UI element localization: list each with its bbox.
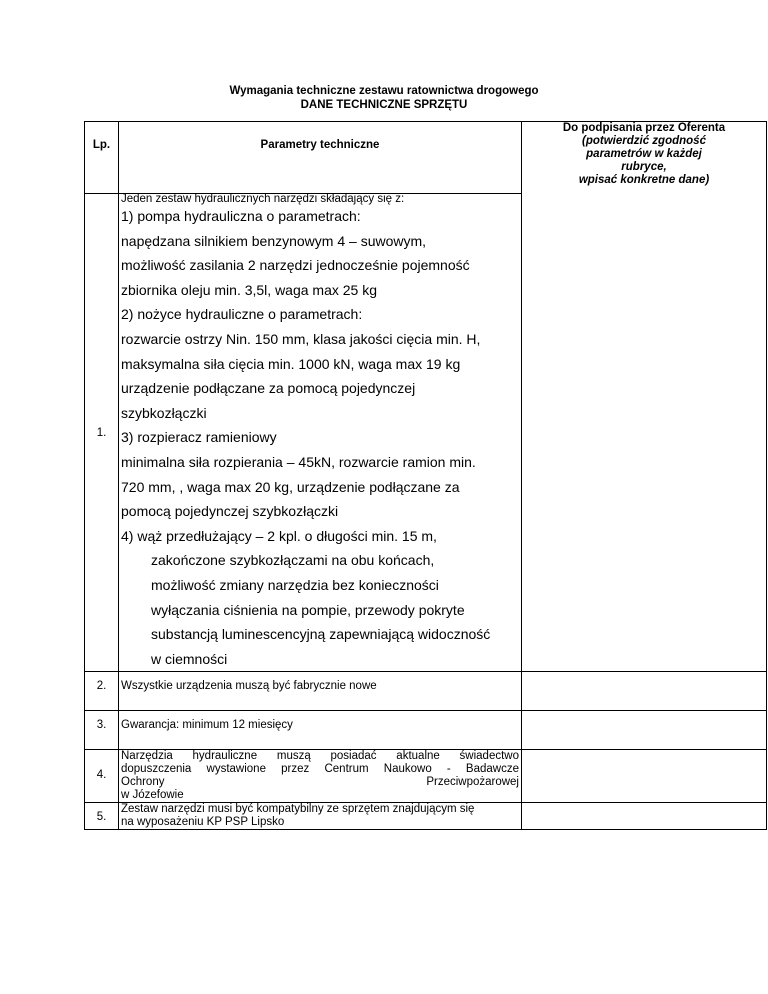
- list-item: napędzana silnikiem benzynowym 4 – suwowym,: [121, 232, 427, 249]
- header-sign: [522, 122, 767, 672]
- row-number-1: 1.: [85, 194, 119, 672]
- row1-content: [119, 194, 522, 672]
- row1-list: [119, 204, 521, 671]
- list-item: 3) rozpieracz ramieniowy: [121, 429, 277, 446]
- document-title-line1: Wymagania techniczne zestawu ratownictwa drogowego: [229, 85, 539, 97]
- header-row: [85, 122, 767, 194]
- row5-line1: Zestaw narzędzi musi być kompatybilny ze sprzętem znajdującym się: [121, 803, 475, 816]
- list-item: urządzenie podłączane za pomocą pojedynczej: [121, 380, 416, 397]
- row2-sign-cell: [522, 672, 767, 711]
- list-item: 2) nożyce hydrauliczne o parametrach:: [121, 306, 363, 323]
- row-number-3: 3.: [85, 711, 119, 750]
- list-item: możliwość zasilania 2 narzędzi jednocześnie pojemność: [121, 257, 470, 274]
- list-item: 720 mm, , waga max 20 kg, urządzenie podłączane za: [121, 478, 460, 495]
- list-item: pomocą pojedynczej szybkozłączki: [121, 503, 339, 520]
- table-row-3: [85, 711, 767, 750]
- list-item: zbiornika oleju min. 3,5l, waga max 25 kg: [121, 281, 378, 298]
- table-row-4: [85, 750, 767, 803]
- document-title: [0, 84, 768, 112]
- document-title-line2: DANE TECHNICZNE SPRZĘTU: [300, 99, 468, 111]
- list-item: substancją luminescencyjną zapewniającą widoczność: [151, 626, 491, 643]
- list-item: możliwość zmiany narzędzia bez konieczności: [151, 576, 439, 593]
- row3-text: Gwarancja: minimum 12 miesięcy: [119, 711, 522, 750]
- row4-line4: w Józefowie: [121, 789, 184, 802]
- row5-text: [119, 803, 522, 830]
- row1-intro: Jeden zestaw hydraulicznych narzędzi składający się z:: [121, 193, 405, 205]
- row2-text: Wszystkie urządzenia muszą być fabrycznie nowe: [119, 672, 522, 711]
- list-item: zakończone szybkozłączami na obu końcach,: [151, 552, 435, 569]
- list-item: 4) wąż przedłużający – 2 kpl. o długości min. 15 m,: [121, 527, 437, 544]
- row4-text: [119, 750, 522, 803]
- header-sign-line2: (potwierdzić zgodność: [582, 135, 706, 147]
- row-number-4: 4.: [85, 750, 119, 803]
- header-lp: Lp.: [85, 122, 119, 194]
- list-item: minimalna siła rozpierania – 45kN, rozwarcie ramion min.: [121, 453, 476, 470]
- row5-line2: na wyposażeniu KP PSP Lipsko: [121, 816, 285, 829]
- header-sign-line3: parametrów w każdej: [586, 148, 702, 160]
- row3-sign-cell: [522, 711, 767, 750]
- row4-sign-cell: [522, 750, 767, 803]
- list-item: maksymalna siła cięcia min. 1000 kN, waga max 19 kg: [121, 355, 461, 372]
- row5-sign-cell: [522, 803, 767, 830]
- row-number-5: 5.: [85, 803, 119, 830]
- row4-line2: dopuszczenia wystawione przez Centrum Naukowo - Badawcze: [121, 763, 519, 776]
- table-row-2: [85, 672, 767, 711]
- table-row-5: [85, 803, 767, 830]
- header-sign-line4: rubryce,: [621, 161, 667, 173]
- list-item: szybkozłączki: [121, 404, 207, 421]
- header-sign-line1: Do podpisania przez Oferenta: [562, 122, 726, 134]
- list-item: wyłączania ciśnienia na pompie, przewody pokryte: [151, 601, 465, 618]
- header-sign-line5: wpisać konkretne dane): [578, 174, 710, 186]
- row4-line1: Narzędzia hydrauliczne muszą posiadać aktualne świadectwo: [121, 750, 519, 763]
- row4-line3: Ochrony Przeciwpożarowej: [121, 776, 519, 789]
- list-item: rozwarcie ostrzy Nin. 150 mm, klasa jakości cięcia min. H,: [121, 330, 481, 347]
- list-item: 1) pompa hydrauliczna o parametrach:: [121, 208, 361, 224]
- spec-table: [84, 121, 767, 830]
- header-parameters: Parametry techniczne: [119, 122, 522, 194]
- list-item: w ciemności: [151, 650, 228, 667]
- row-number-2: 2.: [85, 672, 119, 711]
